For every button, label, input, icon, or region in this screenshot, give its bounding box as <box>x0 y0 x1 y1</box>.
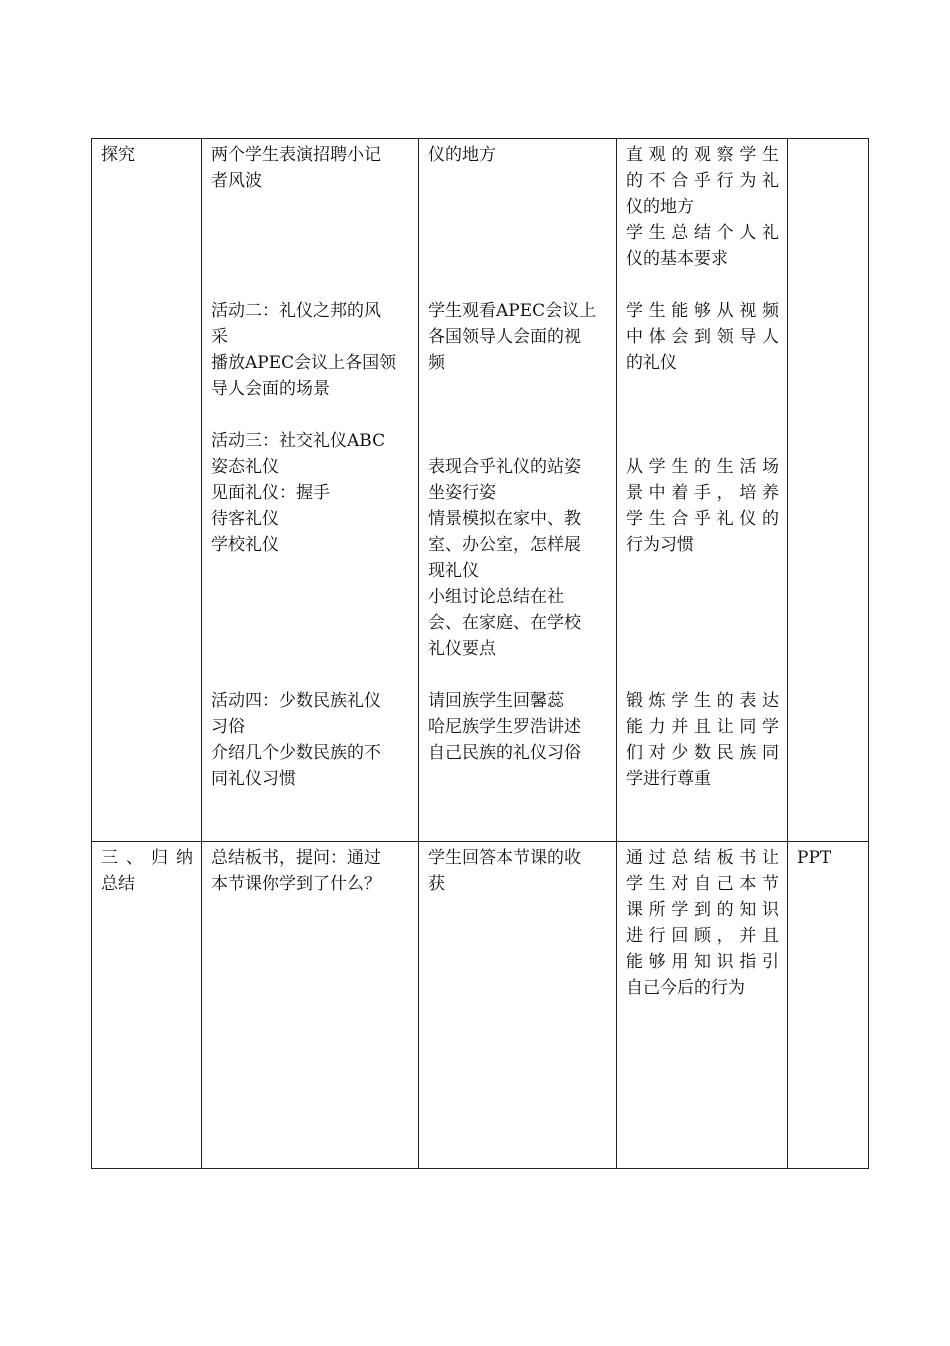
text-line: 两个学生表演招聘小记 <box>211 145 381 165</box>
text-line: 行为习惯 <box>626 535 694 555</box>
text-line: 表现合乎礼仪的站姿 <box>428 457 581 477</box>
text-line: 会、在家庭、在学校 <box>428 613 581 633</box>
text-line: 导人会面的场景 <box>211 379 330 399</box>
text-line: 学生回答本节课的收 <box>428 848 581 868</box>
text-line: 请回族学生回馨蕊 <box>428 691 564 711</box>
text-line: 中体会到领导人 <box>626 327 779 347</box>
text-line: 同礼仪习惯 <box>211 769 296 789</box>
text-line: 者风波 <box>211 171 262 191</box>
text-line: 习俗 <box>211 717 245 737</box>
text-line: 自己民族的礼仪习俗 <box>428 743 581 763</box>
stage-cell <box>92 139 202 842</box>
intent-block-2 <box>626 298 779 376</box>
lesson-plan-table <box>91 138 869 1169</box>
stage-label: 探究 <box>101 145 135 165</box>
text-line: 学生观看APEC会议上 <box>428 301 597 321</box>
text-line: 小组讨论总结在社 <box>428 587 564 607</box>
text-line: 学校礼仪 <box>211 535 279 555</box>
student-activity-cell <box>419 842 617 1169</box>
text-line: 活动四：少数民族礼仪 <box>211 691 381 711</box>
student-activity-cell <box>419 139 617 842</box>
text-line: 活动二：礼仪之邦的风 <box>211 301 381 321</box>
text-line: 景中着手，培养 <box>626 483 779 503</box>
intent-block-4 <box>626 688 779 792</box>
intent-block <box>626 845 779 1001</box>
design-intent-cell <box>617 842 788 1169</box>
activity-block-1 <box>211 142 410 194</box>
text-line: 姿态礼仪 <box>211 457 279 477</box>
text-line: 总结 <box>101 874 135 894</box>
text-line: 直观的观察学生 <box>626 145 779 165</box>
text-line: 待客礼仪 <box>211 509 279 529</box>
activity-block-4 <box>211 688 410 792</box>
text-line: 能够用知识指引 <box>626 952 779 972</box>
text-line: 哈尼族学生罗浩讲述 <box>428 717 581 737</box>
text-line: 坐姿行姿 <box>428 483 496 503</box>
student-block-1 <box>428 142 608 168</box>
text-line: 频 <box>428 353 445 373</box>
text-line: 能力并且让同学 <box>626 717 779 737</box>
text-line: 总结板书，提问：通过 <box>211 848 381 868</box>
text-line: 仪的地方 <box>626 197 694 217</box>
text-line: 通过总结板书让 <box>626 848 779 868</box>
text-line: 播放APEC会议上各国领 <box>211 353 397 373</box>
text-line: 仪的基本要求 <box>626 249 728 269</box>
text-line: 获 <box>428 874 445 894</box>
text-line: 介绍几个少数民族的不 <box>211 743 381 763</box>
text-line: 礼仪要点 <box>428 639 496 659</box>
text-line: 学生对自己本节 <box>626 874 779 894</box>
design-intent-cell <box>617 139 788 842</box>
text-line: 仪的地方 <box>428 145 496 165</box>
text-line: 活动三：社交礼仪ABC <box>211 431 386 451</box>
text-line: 学生能够从视频 <box>626 301 779 321</box>
activity-block-2 <box>211 298 410 402</box>
teacher-activity-cell <box>202 842 419 1169</box>
text-line: 室、办公室，怎样展 <box>428 535 581 555</box>
text-line: 采 <box>211 327 228 347</box>
media-cell <box>788 139 869 842</box>
text-line: 各国领导人会面的视 <box>428 327 581 347</box>
text-line: 的礼仪 <box>626 353 677 373</box>
student-block-3 <box>428 454 608 662</box>
text-line: 的不合乎行为礼 <box>626 171 779 191</box>
stage-cell <box>92 842 202 1169</box>
text-line: 三、归纳 <box>101 848 193 868</box>
intent-block-3 <box>626 454 779 558</box>
text-line: 学进行尊重 <box>626 769 711 789</box>
table-row-explore <box>92 139 869 842</box>
text-line: 从学生的生活场 <box>626 457 779 477</box>
media-cell <box>788 842 869 1169</box>
text-line: 学生合乎礼仪的 <box>626 509 779 529</box>
text-line: 情景模拟在家中、教 <box>428 509 581 529</box>
text-line: 见面礼仪：握手 <box>211 483 330 503</box>
text-line: 现礼仪 <box>428 561 479 581</box>
media-label: PPT <box>797 848 832 868</box>
stage-label <box>101 845 193 897</box>
text-line: 锻炼学生的表达 <box>626 691 779 711</box>
student-block-2 <box>428 298 608 376</box>
text-line: 进行回顾，并且 <box>626 926 779 946</box>
text-line: 学生总结个人礼 <box>626 223 779 243</box>
text-line: 们对少数民族同 <box>626 743 779 763</box>
intent-block-1 <box>626 142 779 272</box>
activity-block-3 <box>211 428 410 558</box>
teacher-activity-cell <box>202 139 419 842</box>
text-line: 本节课你学到了什么？ <box>211 874 381 894</box>
text-line: 课所学到的知识 <box>626 900 779 920</box>
table-row-summary <box>92 842 869 1169</box>
student-block-4 <box>428 688 608 766</box>
text-line: 自己今后的行为 <box>626 978 745 998</box>
